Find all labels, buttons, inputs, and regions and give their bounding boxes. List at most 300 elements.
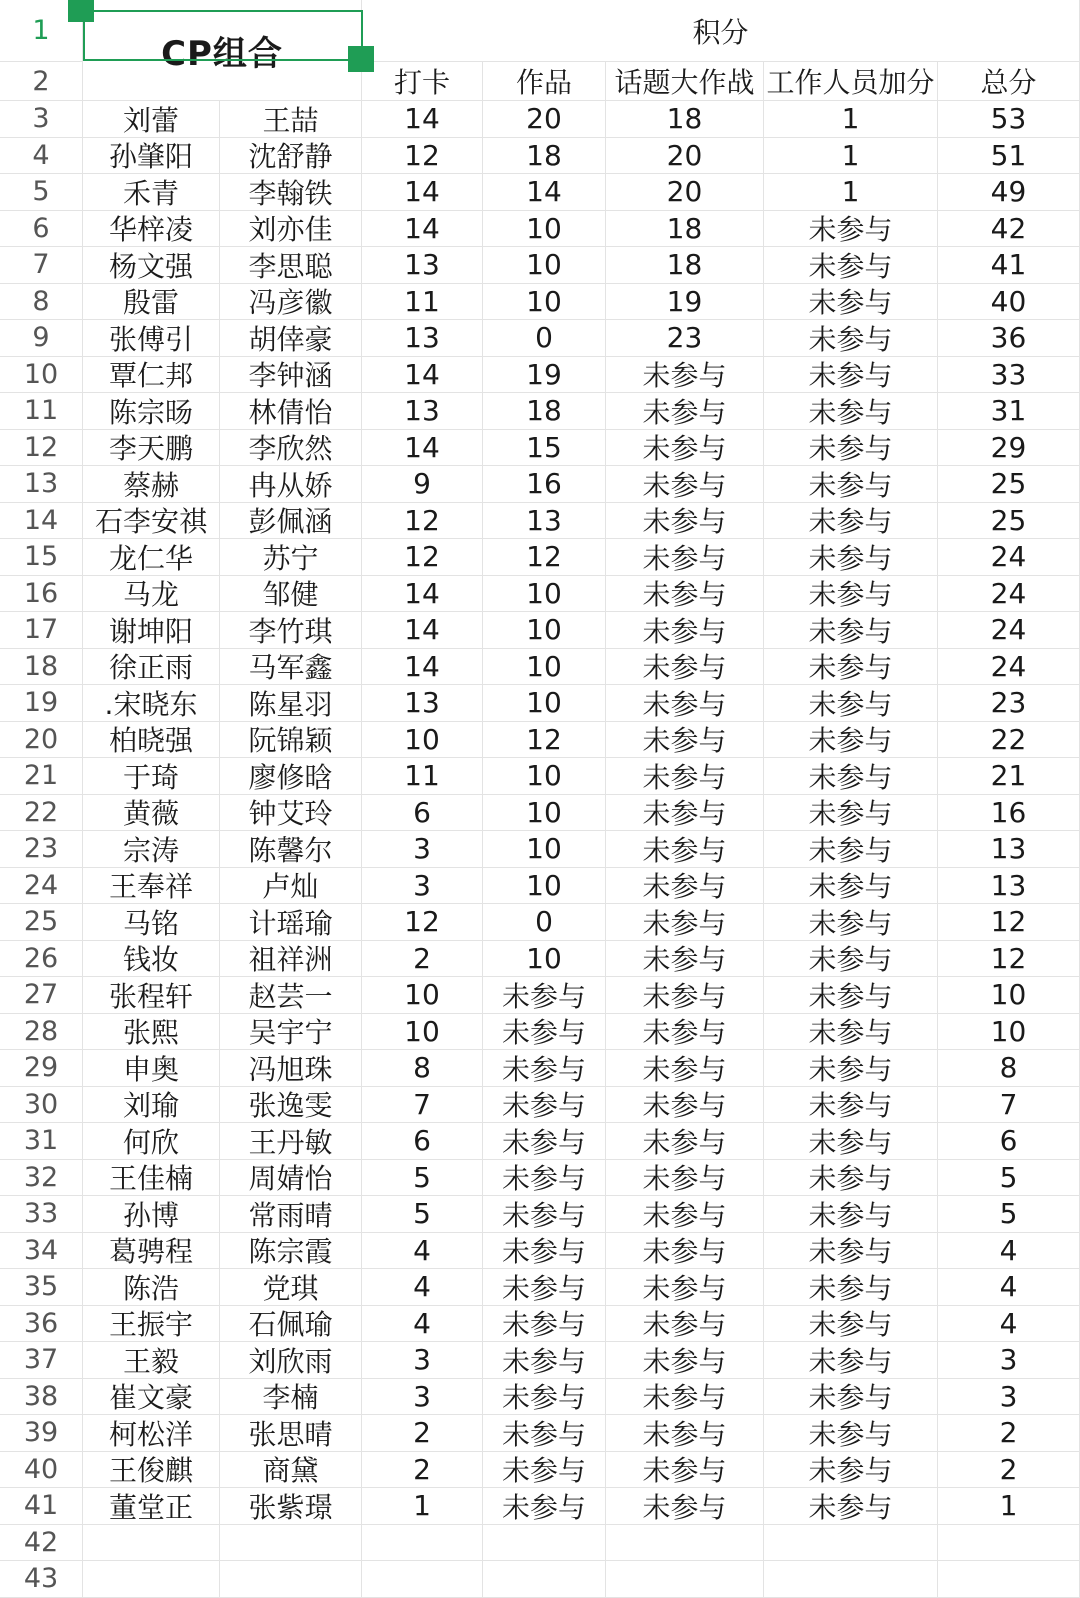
table-cell[interactable]: 杨文强 bbox=[83, 247, 220, 284]
table-cell[interactable]: 刘亦佳 bbox=[220, 211, 362, 248]
table-cell[interactable]: 未参与 bbox=[764, 1123, 938, 1160]
table-cell[interactable]: 冉从娇 bbox=[220, 466, 362, 503]
table-cell[interactable]: 未参与 bbox=[483, 1160, 606, 1197]
table-cell[interactable]: 陈星羽 bbox=[220, 685, 362, 722]
table-cell[interactable]: 49 bbox=[938, 174, 1080, 211]
table-cell[interactable]: 未参与 bbox=[606, 685, 764, 722]
table-cell[interactable]: 马军鑫 bbox=[220, 649, 362, 686]
table-cell[interactable]: 未参与 bbox=[606, 1233, 764, 1270]
empty-cell[interactable] bbox=[220, 1525, 362, 1562]
table-cell[interactable]: 10 bbox=[483, 868, 606, 905]
table-cell[interactable]: 16 bbox=[483, 466, 606, 503]
table-cell[interactable]: 4 bbox=[938, 1269, 1080, 1306]
row-header[interactable]: 16 bbox=[0, 576, 83, 613]
row-header[interactable]: 9 bbox=[0, 320, 83, 357]
table-cell[interactable]: 祖祥洲 bbox=[220, 941, 362, 978]
table-cell[interactable]: 柏晓强 bbox=[83, 722, 220, 759]
table-cell[interactable]: 未参与 bbox=[483, 1014, 606, 1051]
table-cell[interactable]: 未参与 bbox=[483, 1452, 606, 1489]
selection-fill-handle[interactable] bbox=[348, 46, 374, 72]
table-cell[interactable]: 6 bbox=[362, 795, 483, 832]
empty-cell[interactable] bbox=[220, 1561, 362, 1598]
table-cell[interactable]: 周婧怡 bbox=[220, 1160, 362, 1197]
row-header[interactable]: 43 bbox=[0, 1561, 83, 1598]
table-cell[interactable]: 1 bbox=[764, 138, 938, 175]
table-cell[interactable]: 24 bbox=[938, 612, 1080, 649]
table-cell[interactable]: 马龙 bbox=[83, 576, 220, 613]
table-cell[interactable]: 邹健 bbox=[220, 576, 362, 613]
table-cell[interactable]: 钟艾玲 bbox=[220, 795, 362, 832]
table-cell[interactable]: 16 bbox=[938, 795, 1080, 832]
table-cell[interactable]: 沈舒静 bbox=[220, 138, 362, 175]
row-header[interactable]: 30 bbox=[0, 1087, 83, 1124]
table-cell[interactable]: 9 bbox=[362, 466, 483, 503]
table-cell[interactable]: 20 bbox=[483, 101, 606, 138]
table-cell[interactable]: 未参与 bbox=[606, 539, 764, 576]
table-cell[interactable]: 未参与 bbox=[483, 1342, 606, 1379]
table-cell[interactable]: 张傅引 bbox=[83, 320, 220, 357]
table-cell[interactable]: 未参与 bbox=[764, 1269, 938, 1306]
row-header[interactable]: 14 bbox=[0, 503, 83, 540]
row-header[interactable]: 24 bbox=[0, 868, 83, 905]
table-cell[interactable]: 林倩怡 bbox=[220, 393, 362, 430]
table-cell[interactable]: 殷雷 bbox=[83, 284, 220, 321]
table-cell[interactable]: 10 bbox=[483, 685, 606, 722]
table-cell[interactable]: 未参与 bbox=[606, 1342, 764, 1379]
table-cell[interactable]: 刘欣雨 bbox=[220, 1342, 362, 1379]
table-cell[interactable]: 2 bbox=[938, 1415, 1080, 1452]
table-cell[interactable]: 石李安祺 bbox=[83, 503, 220, 540]
table-cell[interactable]: 钱妆 bbox=[83, 941, 220, 978]
selection-handle-top-left[interactable] bbox=[68, 0, 94, 22]
table-cell[interactable]: 53 bbox=[938, 101, 1080, 138]
table-cell[interactable]: 未参与 bbox=[764, 393, 938, 430]
empty-cell[interactable] bbox=[483, 1525, 606, 1562]
table-cell[interactable]: 10 bbox=[483, 284, 606, 321]
table-cell[interactable]: 13 bbox=[362, 320, 483, 357]
table-cell[interactable]: 未参与 bbox=[606, 795, 764, 832]
table-cell[interactable]: 36 bbox=[938, 320, 1080, 357]
table-cell[interactable]: 未参与 bbox=[606, 1379, 764, 1416]
row-header[interactable]: 13 bbox=[0, 466, 83, 503]
row-header[interactable]: 1 bbox=[0, 0, 83, 62]
table-cell[interactable]: 未参与 bbox=[764, 357, 938, 394]
table-cell[interactable]: 未参与 bbox=[606, 357, 764, 394]
row-header[interactable]: 32 bbox=[0, 1160, 83, 1197]
table-cell[interactable]: 10 bbox=[362, 977, 483, 1014]
table-cell[interactable]: 12 bbox=[362, 539, 483, 576]
table-cell[interactable]: 未参与 bbox=[764, 1452, 938, 1489]
table-cell[interactable]: 18 bbox=[483, 393, 606, 430]
table-cell[interactable]: 12 bbox=[938, 904, 1080, 941]
table-cell[interactable]: 2 bbox=[938, 1452, 1080, 1489]
row-header[interactable]: 18 bbox=[0, 649, 83, 686]
column-header-staff-bonus[interactable]: 工作人员加分 bbox=[764, 62, 938, 101]
table-cell[interactable]: 2 bbox=[362, 1415, 483, 1452]
table-cell[interactable]: 未参与 bbox=[483, 1196, 606, 1233]
table-cell[interactable]: 未参与 bbox=[764, 430, 938, 467]
table-cell[interactable]: 未参与 bbox=[606, 977, 764, 1014]
table-cell[interactable]: 未参与 bbox=[606, 722, 764, 759]
table-cell[interactable]: 4 bbox=[362, 1269, 483, 1306]
row-header[interactable]: 28 bbox=[0, 1014, 83, 1051]
table-cell[interactable]: 13 bbox=[938, 868, 1080, 905]
table-cell[interactable]: 1 bbox=[362, 1488, 483, 1525]
table-cell[interactable]: 5 bbox=[938, 1160, 1080, 1197]
score-header[interactable]: 积分 bbox=[362, 0, 1080, 62]
table-cell[interactable]: 未参与 bbox=[764, 758, 938, 795]
empty-cell[interactable] bbox=[938, 1525, 1080, 1562]
table-cell[interactable]: 10 bbox=[483, 941, 606, 978]
table-cell[interactable]: 未参与 bbox=[764, 1379, 938, 1416]
table-cell[interactable]: 23 bbox=[938, 685, 1080, 722]
empty-cell[interactable] bbox=[83, 1525, 220, 1562]
table-cell[interactable]: 13 bbox=[483, 503, 606, 540]
table-cell[interactable]: 未参与 bbox=[764, 247, 938, 284]
table-cell[interactable]: 3 bbox=[362, 868, 483, 905]
row-header[interactable]: 33 bbox=[0, 1196, 83, 1233]
table-cell[interactable]: 18 bbox=[606, 211, 764, 248]
table-cell[interactable]: 25 bbox=[938, 466, 1080, 503]
table-cell[interactable]: 未参与 bbox=[483, 1123, 606, 1160]
table-cell[interactable]: 14 bbox=[362, 357, 483, 394]
table-cell[interactable]: 19 bbox=[483, 357, 606, 394]
table-cell[interactable]: 未参与 bbox=[764, 1160, 938, 1197]
table-cell[interactable]: 陈宗霞 bbox=[220, 1233, 362, 1270]
row-header[interactable]: 36 bbox=[0, 1306, 83, 1343]
table-cell[interactable]: 王俊麒 bbox=[83, 1452, 220, 1489]
table-cell[interactable]: 51 bbox=[938, 138, 1080, 175]
table-cell[interactable]: 未参与 bbox=[764, 466, 938, 503]
table-cell[interactable]: 10 bbox=[483, 576, 606, 613]
table-cell[interactable]: 29 bbox=[938, 430, 1080, 467]
table-cell[interactable]: 40 bbox=[938, 284, 1080, 321]
table-cell[interactable]: 马铭 bbox=[83, 904, 220, 941]
row-header[interactable]: 41 bbox=[0, 1488, 83, 1525]
table-cell[interactable]: 卢灿 bbox=[220, 868, 362, 905]
table-cell[interactable]: 王振宇 bbox=[83, 1306, 220, 1343]
table-cell[interactable]: 未参与 bbox=[764, 941, 938, 978]
empty-cell[interactable] bbox=[764, 1561, 938, 1598]
table-cell[interactable]: 未参与 bbox=[483, 1050, 606, 1087]
table-cell[interactable]: 12 bbox=[362, 503, 483, 540]
table-cell[interactable]: 谢坤阳 bbox=[83, 612, 220, 649]
table-cell[interactable]: 未参与 bbox=[764, 503, 938, 540]
row-header[interactable]: 38 bbox=[0, 1379, 83, 1416]
table-cell[interactable]: 未参与 bbox=[764, 685, 938, 722]
table-cell[interactable]: 42 bbox=[938, 211, 1080, 248]
table-cell[interactable]: 5 bbox=[362, 1160, 483, 1197]
table-cell[interactable]: 未参与 bbox=[606, 503, 764, 540]
row-header[interactable]: 10 bbox=[0, 357, 83, 394]
table-cell[interactable]: 未参与 bbox=[764, 539, 938, 576]
table-cell[interactable]: 41 bbox=[938, 247, 1080, 284]
table-cell[interactable]: 21 bbox=[938, 758, 1080, 795]
table-cell[interactable]: 14 bbox=[483, 174, 606, 211]
table-cell[interactable]: 未参与 bbox=[606, 576, 764, 613]
table-cell[interactable]: 1 bbox=[938, 1488, 1080, 1525]
table-cell[interactable]: 未参与 bbox=[606, 430, 764, 467]
table-cell[interactable]: 未参与 bbox=[606, 1160, 764, 1197]
table-cell[interactable]: 24 bbox=[938, 649, 1080, 686]
column-header-works[interactable]: 作品 bbox=[483, 62, 606, 101]
table-cell[interactable]: 未参与 bbox=[483, 1269, 606, 1306]
table-cell[interactable]: 于琦 bbox=[83, 758, 220, 795]
table-cell[interactable]: 未参与 bbox=[764, 576, 938, 613]
row-header[interactable]: 2 bbox=[0, 62, 83, 101]
table-cell[interactable]: 未参与 bbox=[606, 1269, 764, 1306]
empty-cell[interactable] bbox=[362, 1525, 483, 1562]
row-header[interactable]: 23 bbox=[0, 831, 83, 868]
table-cell[interactable]: 华梓凌 bbox=[83, 211, 220, 248]
column-header-topic-battle[interactable]: 话题大作战 bbox=[606, 62, 764, 101]
row-header[interactable]: 35 bbox=[0, 1269, 83, 1306]
table-cell[interactable]: 2 bbox=[362, 1452, 483, 1489]
table-cell[interactable]: 19 bbox=[606, 284, 764, 321]
table-cell[interactable]: 未参与 bbox=[606, 904, 764, 941]
table-cell[interactable]: 7 bbox=[362, 1087, 483, 1124]
table-cell[interactable]: 未参与 bbox=[764, 1233, 938, 1270]
table-cell[interactable]: 未参与 bbox=[764, 722, 938, 759]
table-cell[interactable]: 陈浩 bbox=[83, 1269, 220, 1306]
table-cell[interactable]: 未参与 bbox=[764, 795, 938, 832]
table-cell[interactable]: 未参与 bbox=[764, 1488, 938, 1525]
row-header[interactable]: 34 bbox=[0, 1233, 83, 1270]
row-header[interactable]: 31 bbox=[0, 1123, 83, 1160]
table-cell[interactable]: 赵芸一 bbox=[220, 977, 362, 1014]
table-cell[interactable]: 何欣 bbox=[83, 1123, 220, 1160]
table-cell[interactable]: 4 bbox=[362, 1306, 483, 1343]
table-cell[interactable]: 14 bbox=[362, 174, 483, 211]
table-cell[interactable]: 未参与 bbox=[606, 868, 764, 905]
column-header-checkin[interactable]: 打卡 bbox=[362, 62, 483, 101]
table-cell[interactable]: 宗涛 bbox=[83, 831, 220, 868]
row-header[interactable]: 17 bbox=[0, 612, 83, 649]
table-cell[interactable]: 彭佩涵 bbox=[220, 503, 362, 540]
table-cell[interactable]: 禾青 bbox=[83, 174, 220, 211]
table-cell[interactable]: 10 bbox=[483, 211, 606, 248]
table-cell[interactable]: 张逸雯 bbox=[220, 1087, 362, 1124]
table-cell[interactable]: 12 bbox=[362, 138, 483, 175]
table-cell[interactable]: 未参与 bbox=[764, 831, 938, 868]
table-cell[interactable]: 10 bbox=[483, 831, 606, 868]
table-cell[interactable]: 商黛 bbox=[220, 1452, 362, 1489]
table-cell[interactable]: 10 bbox=[938, 1014, 1080, 1051]
table-cell[interactable]: 10 bbox=[483, 758, 606, 795]
table-cell[interactable]: 李钟涵 bbox=[220, 357, 362, 394]
table-cell[interactable]: 苏宁 bbox=[220, 539, 362, 576]
table-cell[interactable]: 8 bbox=[362, 1050, 483, 1087]
table-cell[interactable]: 0 bbox=[483, 904, 606, 941]
table-cell[interactable]: 未参与 bbox=[606, 1123, 764, 1160]
empty-cell[interactable] bbox=[362, 1561, 483, 1598]
table-cell[interactable]: 未参与 bbox=[483, 1415, 606, 1452]
table-cell[interactable]: 14 bbox=[362, 101, 483, 138]
table-cell[interactable]: 5 bbox=[362, 1196, 483, 1233]
table-cell[interactable]: 未参与 bbox=[483, 1488, 606, 1525]
table-cell[interactable]: 4 bbox=[938, 1233, 1080, 1270]
table-cell[interactable]: 11 bbox=[362, 284, 483, 321]
table-cell[interactable]: 13 bbox=[362, 393, 483, 430]
table-cell[interactable]: 24 bbox=[938, 576, 1080, 613]
table-cell[interactable]: 未参与 bbox=[483, 1379, 606, 1416]
table-cell[interactable]: 李竹琪 bbox=[220, 612, 362, 649]
empty-cell[interactable] bbox=[83, 1561, 220, 1598]
empty-cell[interactable] bbox=[483, 1561, 606, 1598]
table-cell[interactable]: 未参与 bbox=[764, 1415, 938, 1452]
table-cell[interactable]: 5 bbox=[938, 1196, 1080, 1233]
table-cell[interactable]: 申奥 bbox=[83, 1050, 220, 1087]
table-cell[interactable]: 未参与 bbox=[764, 904, 938, 941]
table-cell[interactable]: 张思晴 bbox=[220, 1415, 362, 1452]
table-cell[interactable]: 未参与 bbox=[606, 649, 764, 686]
table-cell[interactable]: 葛骋程 bbox=[83, 1233, 220, 1270]
table-cell[interactable]: 冯彦徽 bbox=[220, 284, 362, 321]
table-cell[interactable]: 3 bbox=[362, 831, 483, 868]
table-cell[interactable]: 未参与 bbox=[764, 868, 938, 905]
empty-cell[interactable] bbox=[764, 1525, 938, 1562]
row-header[interactable]: 40 bbox=[0, 1452, 83, 1489]
table-cell[interactable]: 14 bbox=[362, 612, 483, 649]
row-header[interactable]: 4 bbox=[0, 138, 83, 175]
row-header[interactable]: 7 bbox=[0, 247, 83, 284]
table-cell[interactable]: 未参与 bbox=[606, 941, 764, 978]
table-cell[interactable]: 12 bbox=[362, 904, 483, 941]
table-cell[interactable]: 25 bbox=[938, 503, 1080, 540]
table-cell[interactable]: .宋晓东 bbox=[83, 685, 220, 722]
table-cell[interactable]: 10 bbox=[483, 247, 606, 284]
row-header[interactable]: 22 bbox=[0, 795, 83, 832]
table-cell[interactable]: 胡倖豪 bbox=[220, 320, 362, 357]
table-cell[interactable]: 13 bbox=[938, 831, 1080, 868]
table-cell[interactable]: 24 bbox=[938, 539, 1080, 576]
empty-cell[interactable] bbox=[606, 1561, 764, 1598]
table-cell[interactable]: 7 bbox=[938, 1087, 1080, 1124]
table-cell[interactable]: 刘瑜 bbox=[83, 1087, 220, 1124]
table-cell[interactable]: 13 bbox=[362, 247, 483, 284]
table-cell[interactable]: 崔文豪 bbox=[83, 1379, 220, 1416]
table-cell[interactable]: 龙仁华 bbox=[83, 539, 220, 576]
row-header[interactable]: 26 bbox=[0, 941, 83, 978]
table-cell[interactable]: 陈馨尔 bbox=[220, 831, 362, 868]
table-cell[interactable]: 王奉祥 bbox=[83, 868, 220, 905]
table-cell[interactable]: 陈宗旸 bbox=[83, 393, 220, 430]
table-cell[interactable]: 22 bbox=[938, 722, 1080, 759]
table-cell[interactable]: 计瑶瑜 bbox=[220, 904, 362, 941]
table-cell[interactable]: 10 bbox=[362, 722, 483, 759]
row-header[interactable]: 19 bbox=[0, 685, 83, 722]
table-cell[interactable]: 未参与 bbox=[764, 284, 938, 321]
table-cell[interactable]: 3 bbox=[938, 1342, 1080, 1379]
table-cell[interactable]: 阮锦颖 bbox=[220, 722, 362, 759]
table-cell[interactable]: 李欣然 bbox=[220, 430, 362, 467]
table-cell[interactable]: 14 bbox=[362, 576, 483, 613]
table-cell[interactable]: 1 bbox=[764, 174, 938, 211]
table-cell[interactable]: 李楠 bbox=[220, 1379, 362, 1416]
table-cell[interactable]: 8 bbox=[938, 1050, 1080, 1087]
table-cell[interactable]: 徐正雨 bbox=[83, 649, 220, 686]
table-cell[interactable]: 李天鹏 bbox=[83, 430, 220, 467]
table-cell[interactable]: 董堂正 bbox=[83, 1488, 220, 1525]
table-cell[interactable]: 未参与 bbox=[606, 831, 764, 868]
table-cell[interactable]: 未参与 bbox=[606, 1014, 764, 1051]
row-header[interactable]: 3 bbox=[0, 101, 83, 138]
empty-cell[interactable] bbox=[606, 1525, 764, 1562]
table-cell[interactable]: 0 bbox=[483, 320, 606, 357]
row-header[interactable]: 25 bbox=[0, 904, 83, 941]
table-cell[interactable]: 31 bbox=[938, 393, 1080, 430]
table-cell[interactable]: 张程轩 bbox=[83, 977, 220, 1014]
row-header[interactable]: 39 bbox=[0, 1415, 83, 1452]
table-cell[interactable]: 4 bbox=[362, 1233, 483, 1270]
table-cell[interactable]: 3 bbox=[362, 1342, 483, 1379]
table-cell[interactable]: 未参与 bbox=[764, 1306, 938, 1343]
table-cell[interactable]: 10 bbox=[483, 795, 606, 832]
table-cell[interactable]: 33 bbox=[938, 357, 1080, 394]
table-cell[interactable]: 党琪 bbox=[220, 1269, 362, 1306]
table-cell[interactable]: 14 bbox=[362, 211, 483, 248]
table-cell[interactable]: 未参与 bbox=[606, 1196, 764, 1233]
table-cell[interactable]: 石佩瑜 bbox=[220, 1306, 362, 1343]
table-cell[interactable]: 未参与 bbox=[764, 977, 938, 1014]
table-cell[interactable]: 廖修晗 bbox=[220, 758, 362, 795]
table-cell[interactable]: 6 bbox=[938, 1123, 1080, 1160]
row-header[interactable]: 42 bbox=[0, 1525, 83, 1562]
table-cell[interactable]: 黄薇 bbox=[83, 795, 220, 832]
table-cell[interactable]: 11 bbox=[362, 758, 483, 795]
row-header[interactable]: 8 bbox=[0, 284, 83, 321]
row-header[interactable]: 27 bbox=[0, 977, 83, 1014]
table-cell[interactable]: 13 bbox=[362, 685, 483, 722]
table-cell[interactable]: 张紫璟 bbox=[220, 1488, 362, 1525]
table-cell[interactable]: 4 bbox=[938, 1306, 1080, 1343]
table-cell[interactable]: 未参与 bbox=[606, 393, 764, 430]
table-cell[interactable]: 未参与 bbox=[764, 1196, 938, 1233]
table-cell[interactable]: 未参与 bbox=[606, 1415, 764, 1452]
column-header-total[interactable]: 总分 bbox=[938, 62, 1080, 101]
table-cell[interactable]: 未参与 bbox=[764, 320, 938, 357]
cp-group-header[interactable]: CP组合 bbox=[83, 0, 362, 101]
row-header[interactable]: 37 bbox=[0, 1342, 83, 1379]
table-cell[interactable]: 20 bbox=[606, 138, 764, 175]
table-cell[interactable]: 2 bbox=[362, 941, 483, 978]
table-cell[interactable]: 蔡赫 bbox=[83, 466, 220, 503]
table-cell[interactable]: 未参与 bbox=[606, 612, 764, 649]
table-cell[interactable]: 孙肇阳 bbox=[83, 138, 220, 175]
table-cell[interactable]: 王喆 bbox=[220, 101, 362, 138]
table-cell[interactable]: 未参与 bbox=[606, 1306, 764, 1343]
table-cell[interactable]: 未参与 bbox=[606, 1452, 764, 1489]
table-cell[interactable]: 1 bbox=[764, 101, 938, 138]
table-cell[interactable]: 14 bbox=[362, 430, 483, 467]
row-header[interactable]: 5 bbox=[0, 174, 83, 211]
table-cell[interactable]: 18 bbox=[606, 247, 764, 284]
table-cell[interactable]: 李思聪 bbox=[220, 247, 362, 284]
table-cell[interactable]: 未参与 bbox=[764, 1087, 938, 1124]
row-header[interactable]: 6 bbox=[0, 211, 83, 248]
row-header[interactable]: 29 bbox=[0, 1050, 83, 1087]
table-cell[interactable]: 李翰铁 bbox=[220, 174, 362, 211]
table-cell[interactable]: 未参与 bbox=[606, 1050, 764, 1087]
table-cell[interactable]: 柯松洋 bbox=[83, 1415, 220, 1452]
table-cell[interactable]: 未参与 bbox=[483, 977, 606, 1014]
row-header[interactable]: 15 bbox=[0, 539, 83, 576]
table-cell[interactable]: 10 bbox=[483, 649, 606, 686]
table-cell[interactable]: 18 bbox=[606, 101, 764, 138]
row-header[interactable]: 20 bbox=[0, 722, 83, 759]
table-cell[interactable]: 12 bbox=[483, 722, 606, 759]
table-cell[interactable]: 王毅 bbox=[83, 1342, 220, 1379]
